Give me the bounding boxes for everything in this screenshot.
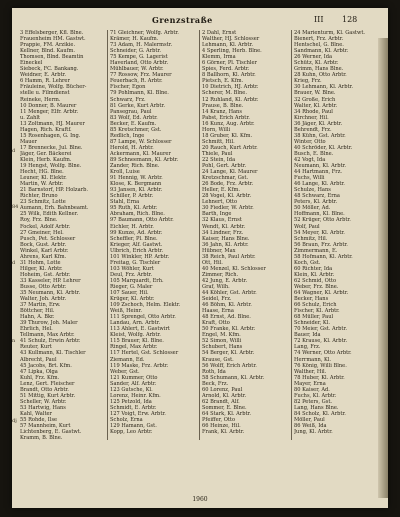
directory-entry: Hagen, Rich. Kraftf. <box>20 126 72 133</box>
directory-entry: 18 Gruber, Kl. Kfm. <box>202 132 253 139</box>
directory-entry: Thiele, Paul <box>202 150 233 157</box>
directory-entry: Pfeiffer, Otto <box>202 417 236 423</box>
page-edge-shadow <box>378 38 388 498</box>
directory-entry: 3 Effelsberger, Kfl. Blne. <box>20 30 84 36</box>
directory-entry: 30 Lehmann, Kl. Arbtr. <box>294 84 354 91</box>
directory-entry: 78 Huber, Kl. Arbtr. <box>294 374 345 381</box>
directory-entry: Zander, Rich. Blne. <box>110 163 160 170</box>
directory-entry: 38 Kühn, Gst. Arbtr. <box>294 132 346 139</box>
directory-entry: 123 Gutsche, Kl. <box>110 386 153 393</box>
directory-entry: Abraham, Rich. Blne. <box>110 211 165 218</box>
directory-entry: Kramm, B. Blne. <box>20 435 63 442</box>
directory-entry: Krüger, Kl. Arbtr. <box>110 296 155 303</box>
directory-entry: Fischer, Egon <box>110 84 146 91</box>
directory-entry: Kuhl, Frz. Kfm. <box>20 374 60 381</box>
directory-entry: 81 Gerke, Kurt Arbtr. <box>110 102 165 109</box>
directory-entry: 54 Meyer, Kl. Arbtr. <box>294 229 345 236</box>
directory-entry: 58 Hofmann, Kl. Arbtr. <box>294 253 353 260</box>
margin-mark: n <box>12 338 16 344</box>
directory-entry: 27 Gmeiner, Hel. <box>20 229 64 236</box>
directory-entry: Jäger, Ger. Bäckerei <box>20 150 72 157</box>
directory-entry: Frank, Kl. Arbtr. <box>202 429 245 436</box>
directory-entry: 14 Kranz, Hans <box>202 108 242 115</box>
directory-entry: Busch, E. Blne. <box>294 150 334 157</box>
directory-entry: Fockel, Adolf Arbtr. <box>20 223 71 230</box>
directory-entry: 4 Sperling, Herb. Blne. <box>202 48 262 55</box>
directory-entry: 21 Barnstorf, HP. Holzarb. <box>20 187 88 194</box>
directory-entry: 76 König, Willi Blne. <box>294 362 347 369</box>
column-divider <box>291 30 292 440</box>
directory-entry: 64 Stark, Kl. Arbtr. <box>202 410 252 417</box>
address-column-3 <box>202 30 288 435</box>
directory-entry: Behrendt, Frz. <box>294 126 332 133</box>
directory-entry: Bienert, Frz. Arbtr. <box>294 36 344 43</box>
directory-entry: 10 Donner, B. Maurer <box>20 102 77 109</box>
directory-entry: 82 Peters, Gst. <box>294 398 333 405</box>
directory-entry: 93 Jansen, Kl. Arbtr. <box>110 187 163 194</box>
directory-entry: 113 Ahlert, E. Gastwirt <box>110 326 170 333</box>
directory-entry: Hoffmann, Kl. Blne. <box>294 211 345 218</box>
directory-entry: 17 Brennecke, Jul. Blne. <box>20 144 83 151</box>
directory-entry: Fuchs, Kl. Arbtr. <box>294 392 337 399</box>
directory-entry: Lehmann, Kl. Arbtr. <box>202 42 253 49</box>
directory-entry: Frauenheim HM. Gastwt. <box>20 36 86 43</box>
directory-entry: 103 Wöhler, Kurt <box>110 265 154 272</box>
directory-entry: 66 Heinze, Hil. <box>202 423 241 430</box>
directory-entry: 89 Schneemann, Kl. Arbtr. <box>110 156 179 163</box>
directory-entry: Kopp, Leo Arbtr. <box>110 429 153 436</box>
directory-entry: Schütz, Kl. Arbtr. <box>294 60 339 67</box>
directory-entry: 47 Lipka, Olga <box>20 368 58 375</box>
directory-entry: Fuchs, Willi <box>294 175 325 182</box>
margin-mark: d <box>12 148 16 154</box>
directory-entry: 13 Zoltmann, HJ. Maurer <box>20 120 85 127</box>
directory-entry: Siebeck, FC. Bankang. <box>20 66 79 73</box>
directory-entry: 52 Simon, Willi <box>202 338 242 345</box>
directory-entry: Freitag, G. Tischler <box>110 259 161 266</box>
directory-entry: Spies, Ferd. Arbtr. <box>202 66 250 73</box>
directory-entry: Böttcher, Hil. <box>20 308 55 315</box>
directory-entry: Pusch, Pet. Schlosser <box>20 235 76 242</box>
directory-entry: 15 Rosenhagen, G. Ing. <box>20 132 81 139</box>
directory-entry: 20 Rauch, Kurt Arbtr. <box>202 144 258 151</box>
directory-entry: Peters, Kl. Arbtr. <box>294 199 338 206</box>
directory-entry: 83 Wolf, Ed. Arbtr. <box>110 114 158 121</box>
directory-entry: 41 Schulz, Erwin Arbtr. <box>20 338 81 345</box>
directory-entry: Brauer, W. Blne. <box>294 90 336 97</box>
directory-entry: 72 Krause, Kl. Arbtr. <box>294 338 348 345</box>
directory-entry: Arnold, Kl. Arbtr. <box>202 392 247 399</box>
directory-entry: Bock, Gust. Arbtr. <box>20 241 67 248</box>
directory-entry: Ahrens, Karl Kfm. <box>20 253 67 260</box>
directory-entry: Schmidt, E. Arbtr. <box>110 404 157 411</box>
directory-entry: Pietsch, E. Kfm. <box>202 78 244 85</box>
directory-entry: Albrecht, Paul <box>20 356 57 363</box>
directory-entry: Fischer, Kl. Arbtr. <box>294 308 340 315</box>
page-header <box>12 14 388 28</box>
directory-entry: 42 Jung, E. Arbtr. <box>202 277 248 284</box>
directory-entry: Ulbrich, Erich Arbtr. <box>110 247 164 254</box>
directory-entry: Klein, Herb. Kaufm. <box>20 156 72 163</box>
directory-entry: 56 Wolff, Erich Arbtr. <box>202 362 257 369</box>
street-title: Grenzstraße <box>152 15 213 25</box>
section-numeral: III <box>314 15 324 24</box>
directory-entry: 117 Hertel, Gst. Schlosser <box>110 350 179 357</box>
directory-entry: 26 Werner, Ida <box>294 54 333 61</box>
directory-entry: Pansegrau, Paul <box>110 108 152 115</box>
directory-entry: Kretzschmar, Gst. <box>202 175 249 182</box>
margin-mark: dj <box>12 418 17 424</box>
directory-entry: 40 Schröder, Kl. Arbtr. <box>294 144 353 151</box>
directory-entry: Reuter, Kurt <box>20 344 52 351</box>
directory-entry: Sander, Alf. Arbtr. <box>110 380 157 387</box>
directory-entry: Pabst, Erich Arbtr. <box>202 114 250 121</box>
page-footer: 1960 <box>192 496 208 503</box>
directory-entry: 36 Jahn, Kl. Arbtr. <box>202 241 249 248</box>
directory-entry: Winkel, Karl Arbtr. <box>20 247 69 254</box>
directory-entry: Zimmer, Rich. <box>202 271 239 278</box>
directory-entry: Krause, Gst. <box>202 356 234 363</box>
directory-entry: 77 Rossow, Frz. Maurer <box>110 72 172 79</box>
directory-entry: 34 Lindner, Frz. <box>202 229 244 236</box>
directory-entry: 105 Marquardt, Erh. <box>110 277 164 284</box>
directory-entry: 56 Braun, Frz. Arbtr. <box>294 241 348 248</box>
directory-entry: Krieg, Frz. <box>294 78 322 85</box>
directory-entry: 24 Marienturm, Kl. Gastwt. <box>294 30 366 36</box>
directory-entry: Koch, Gst. <box>294 259 321 266</box>
directory-entry: Wolf, Paul <box>294 223 320 230</box>
directory-entry: Landau, Arn. Arbtr. <box>110 320 161 327</box>
directory-entry: Lehnert, Otto <box>202 199 238 206</box>
directory-entry: 53 Hartwig, Hans <box>20 404 66 411</box>
address-column-1 <box>20 30 106 441</box>
directory-entry: Leuner, Kl. Elektr. <box>20 175 67 182</box>
directory-entry: Kleist, Wolfg. Arbtr. <box>110 332 161 339</box>
directory-entry: Eichler, H. Arbtr. <box>110 223 154 230</box>
directory-entry: 40 Menzel, Kl. Schlosser <box>202 265 266 272</box>
directory-entry: Becker, Hans <box>294 296 329 303</box>
column-divider <box>107 30 108 440</box>
directory-entry: 48 Schwarz, Erna <box>294 193 340 200</box>
directory-entry: Hentschel, G. Blne. <box>294 42 344 49</box>
directory-entry: Schmitz, Hil. <box>294 235 328 242</box>
directory-entry: Sommer, E. Blne. <box>202 404 247 411</box>
directory-entry: 62 Schmid, Otto <box>294 277 337 284</box>
margin-mark: 84 <box>12 204 19 210</box>
directory-entry: Winter, Otto <box>294 138 326 145</box>
directory-entry: Walther, HJ. Schlosser <box>202 36 260 43</box>
directory-entry: Feuerbach, R. Arbtr. <box>110 78 163 85</box>
directory-entry: Grimm, Hans Blne. <box>294 66 344 73</box>
directory-entry: 87 Lampe, W. Schlosser <box>110 138 172 145</box>
directory-entry: Hilger, Kl. Arbtr. <box>20 265 63 272</box>
directory-entry: 109 Zschoch, Helm. Elektr. <box>110 302 181 309</box>
directory-entry: 80 Kaiser, Ad. <box>294 386 330 393</box>
directory-entry: 66 Schulz, Erich <box>294 302 337 309</box>
directory-entry: Scherer, M. Blne. <box>202 90 247 97</box>
directory-entry: 55 Rohde, Ilse <box>20 417 58 423</box>
directory-entry: Reineke, Herm. <box>20 96 61 103</box>
directory-entry: 70 Meier, Gst. Arbtr. <box>294 326 347 333</box>
directory-entry: 75 Kempe, G. Lagerist <box>110 54 168 61</box>
directory-entry: 12 Ruhland, Kl. Arbtr. <box>202 96 259 103</box>
directory-entry: 46 Lange, Kl. Arbtr. <box>294 181 345 188</box>
directory-entry: Haase, Erna <box>202 308 234 315</box>
directory-entry: 60 Lorenz, Paul <box>202 386 243 393</box>
directory-entry: Weber, Frz. Blne. <box>294 283 339 290</box>
directory-entry: Lichtenberg, E. Gastwt. <box>20 429 82 436</box>
margin-mark: d <box>12 260 16 266</box>
directory-entry: Kraft, Otto <box>202 320 230 327</box>
directory-entry: Hoheim, Gst. Arbtr. <box>20 271 71 278</box>
directory-entry: Haverland, Otto Arbtr. <box>110 60 169 67</box>
directory-entry: Prappie, FM. Arzikie. <box>20 42 76 49</box>
directory-entry: 86 Weiß, Ida <box>294 423 327 430</box>
directory-entry: Engel, M. Kfm. <box>202 332 241 339</box>
directory-entry: 107 Sauer, Hil. <box>110 290 149 297</box>
directory-entry: 34 Rhode, Paul <box>294 108 333 115</box>
directory-entry: u. Zahlt <box>20 114 41 121</box>
directory-entry: 35 Neumann, Kl. Arbtr. <box>20 290 81 297</box>
directory-entry: Stahl, Erna <box>110 199 140 206</box>
directory-entry: Seidel, Frz. <box>202 296 232 303</box>
directory-entry: 111 Sprengel, Otto Arbtr. <box>110 314 176 321</box>
directory-entry: 31 Hohm, Lotte <box>20 259 61 266</box>
address-column-2 <box>110 30 196 435</box>
directory-entry: Schubert, Hans <box>202 344 243 351</box>
directory-entry: 42 Vogt, Ida <box>294 156 326 163</box>
directory-entry: 54 Berger, Kl. Arbtr. <box>202 350 255 357</box>
directory-entry: Fräuleine, Wolfg. Bücher- <box>20 84 87 91</box>
directory-entry: 57 Mannheim, Kurt <box>20 423 71 430</box>
address-column-4 <box>294 30 380 435</box>
directory-entry: 32 Klaus, Ernst <box>202 217 242 224</box>
directory-entry: 85 Kretschmer, Gst. <box>110 126 162 133</box>
directory-entry: 44 Köhler, Gst. Arbtr. <box>202 290 257 297</box>
directory-entry: Krieger, Alf. Gastwt. <box>110 241 163 248</box>
directory-entry: 28 Kuhn, Otto Arbtr. <box>294 72 347 79</box>
directory-entry: Scheller, W. Arbtr. <box>20 398 67 405</box>
directory-entry: Scheffler, Pl. Blne. <box>110 235 158 242</box>
directory-entry: Ehrlich, Hel. <box>20 326 53 333</box>
directory-entry: Jung, Kl. Arbtr. <box>294 429 333 436</box>
directory-entry: 25 Wilk, Edith Kellner. <box>20 211 79 218</box>
directory-entry: Neumann, Kl. Arbtr. <box>294 163 347 170</box>
directory-entry: 51 Mittig, Kurt Arbtr. <box>20 392 76 399</box>
directory-entry: 10 Dietrich, HJ. Arbtr. <box>202 84 259 91</box>
directory-entry: Mayer, Erna <box>294 380 326 387</box>
column-divider <box>199 30 200 440</box>
directory-entry: Ringel, Max Arbtr. <box>110 344 158 351</box>
directory-entry: Busse, Otto Arbtr. <box>20 283 67 290</box>
directory-entry: Beck, Frz. <box>202 380 229 387</box>
directory-entry: 79 Pohlmann, Kl. Blne. <box>110 90 169 97</box>
directory-entry: Klein, Kl. Arbtr. <box>294 271 335 278</box>
directory-entry: Aumann, Erh. Bahnbeamt. <box>20 205 89 212</box>
directory-entry: 30 Fiedler, W. Arbtr. <box>202 205 254 212</box>
directory-entry: 38 Reich, Paul Arbtr. <box>202 253 256 260</box>
directory-entry: Ackermann, Kl. Maurer <box>110 150 171 157</box>
directory-entry: 22 Stein, Ida <box>202 156 236 163</box>
directory-entry: Roy, Frz. Blne. <box>20 217 58 224</box>
directory-entry: 26 Bode, Frz. Arbtr. <box>202 181 254 188</box>
directory-entry: Brandt, Otto Arbtr. <box>20 386 69 393</box>
directory-entry: Pohl, Gert. Arbtr. <box>202 163 247 170</box>
directory-entry: Heller, E. Kfm. <box>202 187 240 194</box>
directory-entry: Weidner, E. Arbtr. <box>20 72 67 79</box>
directory-entry: 6 Görner, Pl. Tischler <box>202 60 257 67</box>
directory-entry: Lang, Hans Blne. <box>294 404 339 411</box>
directory-entry: Hecht, HG. Blne. <box>20 169 64 176</box>
directory-entry: 62 Brandt, Alf. <box>202 398 240 405</box>
directory-entry: Schulze, Hans <box>294 187 331 194</box>
directory-entry: Kirchner, Hil. <box>294 114 329 121</box>
directory-entry: 46 Böhm, Kl. Arbtr. <box>202 302 252 309</box>
directory-entry: 50 Möller, Ad. <box>294 205 331 212</box>
directory-entry: 101 Winkler, HP. Arbtr. <box>110 253 170 260</box>
directory-entry: Hübner, Max <box>202 247 236 254</box>
directory-entry: Kahl, Walter <box>20 410 52 417</box>
directory-entry: 97 Baumann, Otto Arbtr. <box>110 217 174 224</box>
page-number: 128 <box>342 15 358 24</box>
directory-entry: Rieger, G. Maler <box>110 283 153 290</box>
directory-entry: 129 Hamann, Gst. <box>110 423 157 430</box>
directory-entry: Scholz, Erna <box>110 417 143 423</box>
directory-entry: Eineckel <box>20 60 43 67</box>
directory-entry: 48 Ernst, Ad. Blne. <box>202 314 251 321</box>
directory-entry: Lang, Frz. <box>294 344 321 351</box>
directory-entry: 52 Krüger, Otto Arbtr. <box>294 217 351 224</box>
directory-entry: Schneider, Kl. <box>294 320 330 327</box>
directory-entry: 24 Lange, Kl. Maurer <box>202 169 258 176</box>
directory-entry: Sandmann, Kl. Arbtr. <box>294 48 349 55</box>
directory-entry: 2 Dahl, Ernst <box>202 30 237 36</box>
directory-entry: Redlich, Inge <box>110 132 145 139</box>
directory-entry: 6 Hamm, R. Lehrer <box>20 78 70 85</box>
directory-entry: Becker, E. Kaufm. <box>110 120 157 127</box>
directory-entry: Schmitt, Hil. <box>202 138 235 145</box>
directory-entry: Klose, K. Bergmann <box>110 181 162 188</box>
directory-entry: Krämer, H. Kaufm. <box>110 36 159 43</box>
directory-entry: 19 Hengst, Wolfg. Blne. <box>20 163 82 170</box>
directory-entry: 91 Hennig, W. Arbtr. <box>110 175 163 182</box>
directory-entry: 121 Kummer, Otto <box>110 374 158 381</box>
directory-entry: 127 Voigt, Erw. Arbtr. <box>110 410 166 417</box>
directory-entry: Herold, H. Arbtr. <box>110 144 154 151</box>
directory-entry: Ziemann, Ed. <box>110 356 145 363</box>
directory-entry: 95 Ruth, Kl. Arbtr. <box>110 205 158 212</box>
directory-entry: Walter, Joh. Arbtr. <box>20 296 67 303</box>
directory-entry: Richter, Bruno <box>20 193 58 200</box>
directory-entry: Zimmermann, E. <box>294 247 338 254</box>
directory-entry: Mühlbauer, W. Arbtr. <box>110 66 164 73</box>
directory-entry: Kellner, Blnd. Kaufm. <box>20 48 75 55</box>
directory-entry: Tellmann, Max Arbtr. <box>20 332 75 339</box>
directory-entry: 84 Scholz, Kl. Arbtr. <box>294 410 346 417</box>
directory-entry: 119 Maske, Frz. Arbtr. <box>110 362 169 369</box>
directory-entry: 37 Martin, Erw. <box>20 302 61 309</box>
directory-entry: 44 Hartmann, Frz. <box>294 169 343 176</box>
directory-entry: Lenz, Gert. Fleischer <box>20 380 75 387</box>
directory-entry: 73 Adam, H. Malermstr. <box>110 42 173 49</box>
directory-entry: 32 Große, Erich <box>294 96 336 103</box>
directory-entry: Herrmann, Kl. <box>294 356 332 363</box>
directory-entry: 39 Thurow, Joh. Maler <box>20 320 78 327</box>
directory-entry: 8 Ballhorn, Kl. Arbtr. <box>202 72 256 79</box>
directory-entry: Wendt, Kl. Arbtr. <box>202 223 246 230</box>
directory-entry: Lorenz, Heinr. Kfm. <box>110 392 161 399</box>
directory-entry: Kaiser, Hans Blne. <box>202 235 250 242</box>
directory-entry: Prause, B. Blne. <box>202 102 244 109</box>
directory-entry: Bauer, Ida <box>294 332 321 339</box>
directory-entry: Weiß, Heinr. <box>110 308 142 315</box>
directory-entry: 71 Gleichner, Wolfg. Arbtr. <box>110 30 179 36</box>
directory-entry: Schneider, G. Arbtr. <box>110 48 161 55</box>
directory-entry: Horn, Willi <box>202 126 231 133</box>
directory-entry: Graf, Wilh. <box>202 283 230 290</box>
directory-entry: 99 Kunze, Ad. Arbtr. <box>110 229 163 236</box>
directory-entry: 60 Richter, Ida <box>294 265 333 272</box>
directory-entry: 23 Schmitz, Lotte <box>20 199 66 206</box>
directory-entry: Barth, Inge <box>202 211 232 218</box>
directory-entry: Hahn, A. Bkr. <box>20 314 55 321</box>
directory-entry: Weber, Gst. <box>110 368 140 375</box>
directory-entry: 125 Petzold, Ida <box>110 398 152 405</box>
directory-entry: 64 Wagner, Kl. Arbtr. <box>294 290 349 297</box>
directory-entry: 11 Menger, Elfr. Arbtr. <box>20 108 79 115</box>
directory-entry: Roth, Ida <box>202 368 226 375</box>
directory-entry: Martin, W. Arbtr. <box>20 181 64 188</box>
directory-entry: 43 Kullmann, Kl. Tischler <box>20 350 86 357</box>
directory-page <box>12 8 388 508</box>
directory-entry: Möller, Paul <box>294 417 325 423</box>
directory-entry: Klemm, Irma <box>202 54 236 61</box>
directory-entry: stelle u. Filmdienst <box>20 90 70 97</box>
directory-entry: Schiller, P. Arbtr. <box>110 193 154 200</box>
directory-entry: 50 Franke, Kl. Arbtr. <box>202 326 256 333</box>
directory-entry: 36 Jäger, Kl. Arbtr. <box>294 120 343 127</box>
directory-entry: Thomsen, Blnd. Beamtin <box>20 54 84 61</box>
directory-entry: 58 Schumann, Kl. Arbtr. <box>202 374 265 381</box>
directory-entry: 16 Kunz, Aug. Arbtr. <box>202 120 255 127</box>
directory-entry: 28 Vogel, Kl. Arbtr. <box>202 193 252 200</box>
directory-entry: 74 Werner, Otto Arbtr. <box>294 350 352 357</box>
directory-entry: 115 Brauer, Kl. Blne. <box>110 338 164 345</box>
directory-entry: Mauer <box>20 138 37 145</box>
directory-entry: Ott, Hil. <box>202 259 223 266</box>
directory-entry: Kroll, Luise <box>110 169 140 176</box>
directory-entry: 33 Kasseler, HP. Lehrer <box>20 277 81 284</box>
directory-entry: Schwarz, Frz. <box>110 96 146 103</box>
directory-entry: Walther, Hil. <box>294 368 327 375</box>
directory-entry: 68 Müller, Paul <box>294 314 334 321</box>
directory-entry: 45 Jacobs, Brt. Kfm. <box>20 362 72 369</box>
directory-entry: Deul, Frz. Arbtr. <box>110 271 153 278</box>
directory-entry: Walter, Kl. Arbtr. <box>294 102 338 109</box>
